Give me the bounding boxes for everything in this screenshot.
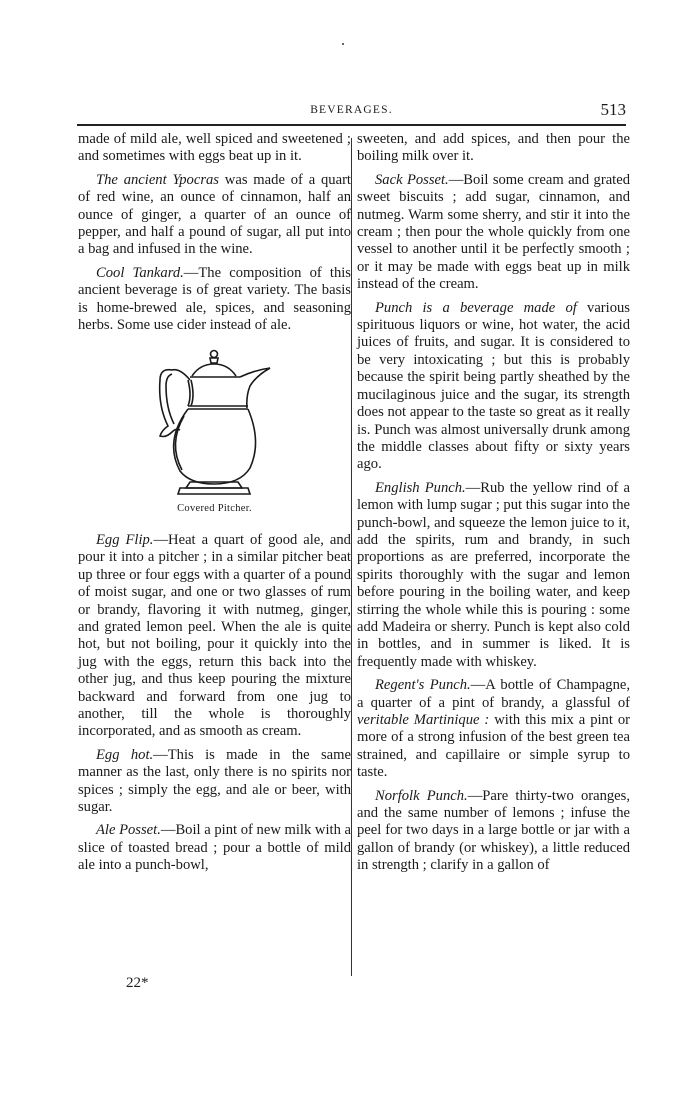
entry-body: —Rub the yellow rind of a lemon with lump sugar ; put this sugar into the punch-bowl, and squeeze the lemon juice to it, add the spirits, rum and brandy, in such proportions as are preferred, incorporate the spirits thoroughly with the sugar and lemon before pouring in the boiling water, and keep stirring the whole while this is pouring : some add Madeira or sherry. Punch is kept also cold in bottles, and in summer is liked. It is frequently made with whiskey. <box>357 479 630 670</box>
paragraph-ale-posset <box>78 822 351 874</box>
entry-title: Egg Flip. <box>96 531 154 548</box>
scan-speck <box>342 43 344 45</box>
paragraph-english-punch <box>357 480 630 671</box>
entry-body: with this mix a pint or more of a strong infusion of the best green tea strained, and capillaire or simple syrup to taste. <box>357 712 630 781</box>
entry-body: —Boil some cream and grated sweet biscuits ; add sugar, cinnamon, and nutmeg. Warm some sherry, and stir it into the cream ; then pour the whole quickly from one vessel to another until it be perfectly smooth ; or it may be made with eggs beat up in milk instead of the cream. <box>357 171 631 293</box>
paragraph-egg-hot <box>78 747 351 817</box>
entry-body: —Pare thirty-two oranges, and the same number of lemons ; infuse the peel for two days in a large bottle or jar with a gallon of brandy (or whiskey), a little reduced in strength ; clarify in a gallon of <box>357 787 630 874</box>
entry-title: English Punch. <box>375 479 466 496</box>
right-column <box>357 131 630 881</box>
column-divider <box>351 138 352 976</box>
entry-body: various spirituous liquors or wine, hot water, the acid juices of fruits, and sugar. It is considered to be very intoxicating ; but this is probably because the spirit being partly sheathed by the mucilaginous juice and the sugar, its strength does not appear to the taste so great as it really is. Punch was almost universally drunk among the middle classes about fifty or sixty years ago. <box>357 299 630 473</box>
entry-italic-phrase: veritable Martinique : <box>357 712 490 728</box>
covered-pitcher-illustration <box>150 346 280 496</box>
entry-title: Egg hot. <box>96 746 154 763</box>
entry-title: The ancient Ypocras <box>96 171 219 188</box>
pitcher-figure <box>78 346 351 517</box>
paragraph-punch <box>357 300 630 474</box>
running-head: BEVERAGES. <box>310 104 393 116</box>
paragraph-continuation: sweeten, and add spices, and then pour the boiling milk over it. <box>357 131 630 165</box>
paragraph-norfolk-punch <box>357 788 630 875</box>
paragraph-egg-flip <box>78 532 351 741</box>
entry-title: Cool Tankard. <box>96 264 184 281</box>
paragraph-continuation: made of mild ale, well spiced and sweetened ; and sometimes with eggs beat up in it. <box>78 131 351 165</box>
header-rule <box>77 124 626 126</box>
page-header <box>77 100 626 122</box>
entry-body: —Boil a pint of new milk with a slice of toasted bread ; pour a bottle of mild ale into a punch-bowl, <box>78 822 351 874</box>
entry-body: was made of a quart of red wine, an ounce of cinnamon, half an ounce of ginger, a quarter of an ounce of pepper, and half a pound of sugar, all put into a bag and infused in the wine. <box>78 171 351 258</box>
signature-mark: 22* <box>126 975 149 991</box>
figure-caption: Covered Pitcher. <box>177 503 252 515</box>
paragraph-ypocras <box>78 172 351 259</box>
entry-body: —A bottle of Champagne, a quarter of a pint of brandy, a glassful of <box>357 677 630 711</box>
entry-body: —Heat a quart of good ale, and pour it into a pitcher ; in a similar pitcher beat up three or four eggs with a quarter of a pound of moist sugar, and one or two glasses of rum or brandy, flavoring it with nutmeg, ginger, and grated lemon peel. When the ale is quite hot, but not boiling, pour it quickly into the jug with the eggs, return this back into the other jug, and thus keep pouring the mixture backward and forward from one jug to another, till the whole is thoroughly incorporated, and as smooth as cream. <box>78 531 351 740</box>
entry-title: Ale Posset. <box>96 822 161 839</box>
entry-title: Regent's Punch. <box>375 677 471 694</box>
paragraph-regents-punch <box>357 677 630 781</box>
left-column <box>78 131 351 881</box>
entry-body: —The composition of this ancient beverage is of great variety. The basis is home-brewed ale, spices, and seasoning herbs. Some use cider instead of ale. <box>78 264 351 334</box>
page-number: 513 <box>600 100 626 119</box>
entry-title: Norfolk Punch. <box>375 787 468 804</box>
entry-title: Punch is a beverage made of <box>375 299 577 316</box>
paragraph-cool-tankard <box>78 265 351 335</box>
entry-title: Sack Posset. <box>375 171 449 188</box>
entry-body: —This is made in the same manner as the last, only there is no spirits nor spices ; simply the egg, and ale or beer, with sugar. <box>78 746 351 815</box>
paragraph-sack-posset <box>357 172 630 294</box>
